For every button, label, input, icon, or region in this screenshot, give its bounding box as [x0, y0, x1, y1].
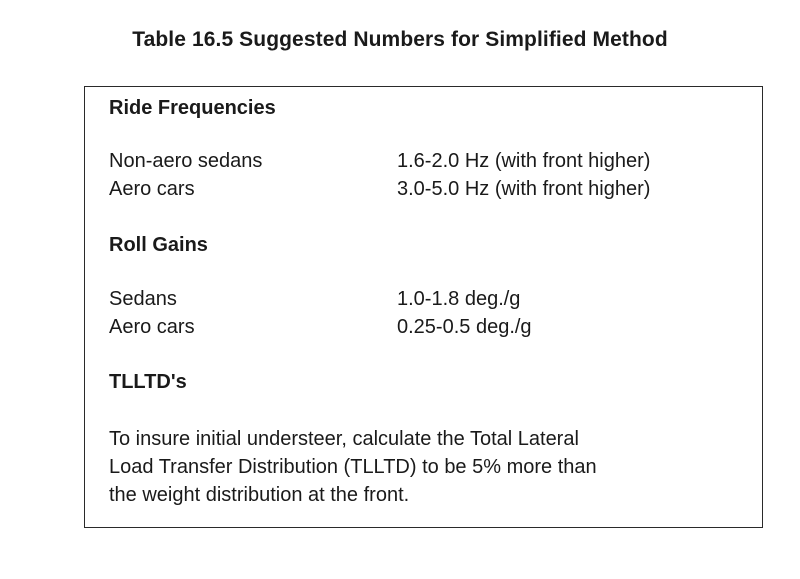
row-label: Non-aero sedans [109, 150, 263, 172]
paragraph-line: Load Transfer Distribution (TLLTD) to be 5% more than [109, 456, 597, 478]
table-row [109, 150, 749, 176]
section-heading-ride-frequencies: Ride Frequencies [109, 97, 276, 119]
paragraph-line: To insure initial understeer, calculate the Total Lateral [109, 428, 579, 450]
tlltd-paragraph [109, 425, 709, 509]
row-value: 0.25-0.5 deg./g [397, 316, 532, 338]
row-label: Sedans [109, 288, 177, 310]
row-value: 1.0-1.8 deg./g [397, 288, 521, 310]
table-box [84, 86, 763, 528]
section-heading-roll-gains: Roll Gains [109, 234, 208, 256]
table-row [109, 316, 749, 342]
table-row [109, 288, 749, 314]
row-value: 3.0-5.0 Hz (with front higher) [397, 178, 651, 200]
section-heading-tlltd: TLLTD's [109, 371, 187, 393]
row-value: 1.6-2.0 Hz (with front higher) [397, 150, 651, 172]
table-title: Table 16.5 Suggested Numbers for Simplified Method [132, 28, 668, 51]
row-label: Aero cars [109, 316, 195, 338]
paragraph-line: the weight distribution at the front. [109, 484, 410, 506]
row-label: Aero cars [109, 178, 195, 200]
table-row [109, 178, 749, 204]
